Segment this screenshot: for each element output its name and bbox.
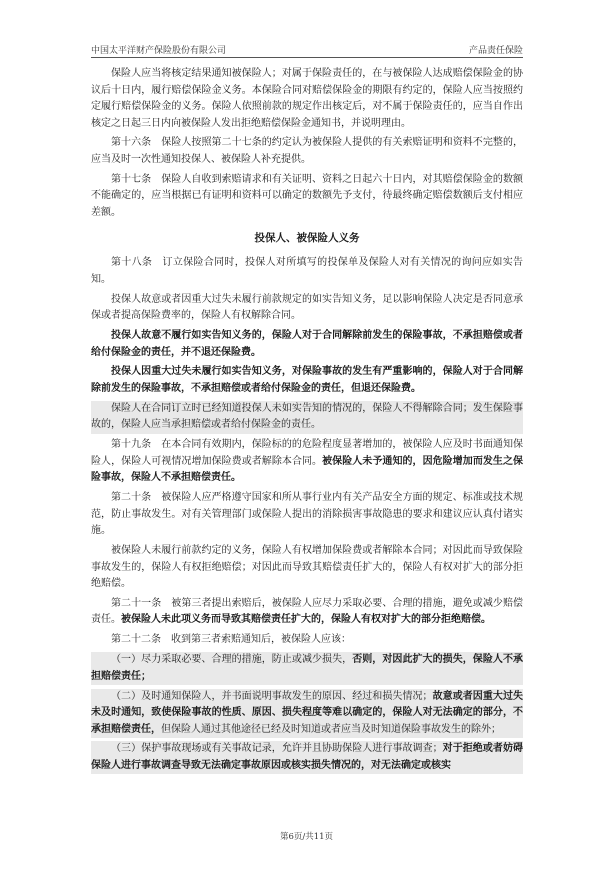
clause-paragraph [91,652,523,685]
clause-paragraph [91,437,523,487]
clause-text: 第二十一条 被第三者提出索赔后，被保险人应尽力采取必要、合理的措施，避免或减少赔偿责任。 [91,597,523,626]
clause-text: 第二十二条 收到第三者索赔通知后，被保险人应该： [111,634,351,646]
clause-paragraph [91,328,523,361]
bold-clause-text: 被保险人未予通知的，因危险增加而发生之保险事故，保险人不承担赔偿责任。 [91,455,524,484]
clause-text: 但保险人通过其他途径已经及时知道或者应当及时知道保险事故发生的除外； [161,723,501,735]
clause-text: （二）及时通知保险人，并书面说明事故发生的原因、经过和损失情况； [111,690,433,702]
bold-clause-text: 否则，对因此扩大的损失，保险人不承担赔偿责任； [91,654,524,682]
product-name: 产品责任保险 [468,46,523,56]
page-header [91,41,523,58]
page-number: 第6页/共11页 [279,832,334,842]
clause-paragraph [91,292,523,325]
document-body [91,66,523,778]
bold-clause-text: 故意或者因重大过失未及时通知，致使保险事故的性质、原因、损失程度等难以确定的，保险人对无法确定的部分，不承担赔偿责任， [91,690,524,735]
clause-text: 第十九条 在本合同有效期内，保险标的的危险程度显著增加的，被保险人应及时书面通知保险人，保险人可视情况增加保险费或者解除本合同。 [91,439,523,467]
clause-paragraph [91,741,523,774]
clause-paragraph [91,255,523,288]
clause-text: （一）尽力采取必要、合理的措施，防止或减少损失， [111,654,353,666]
clause-paragraph [91,401,523,434]
clause-text: 第二十条 被保险人应严格遵守国家和所从事行业内有关产品安全方面的规定、标准或技术规范，防止事故发生。对有关管理部门或保险人提出的消除损害事故隐患的要求和建议应认真付诸实施。 [91,492,523,537]
clause-text: 被保险人未履行前款约定的义务，保险人有权增加保险费或者解除本合同；对因此而导致保险事故发生的，保险人有权拒绝赔偿；对因此而导致其赔偿责任扩大的，保险人有权对扩大的部分拒绝赔偿。 [91,545,523,590]
claims-clauses [91,66,523,221]
clause-text: 保险人应当将核定结果通知被保险人；对属于保险责任的，在与被保险人达成赔偿保险金的协议后十日内，履行赔偿保险金义务。本保险合同对赔偿保险金的期限有约定的，保险人应当按照约定履行赔偿保险金的义务。保险人依照前款的规定作出核定后，对不属于保险责任的，应当自作出核定之日起三日内向被保险人发出拒绝赔偿保险金通知书，并说明理由。 [91,68,523,129]
clause-text: 保险人在合同订立时已经知道投保人未如实告知的情况的，保险人不得解除合同；发生保险事故的，保险人应当承担赔偿或者给付保险金的责任。 [91,402,523,431]
clause-paragraph [91,596,523,629]
clause-paragraph [91,66,523,132]
clause-text: 投保人故意或者因重大过失未履行前款规定的如实告知义务，足以影响保险人决定是否同意承保或者提高保险费率的，保险人有权解除合同。 [91,293,523,322]
clause-paragraph [91,172,523,222]
clause-paragraph [91,632,523,649]
clause-text: 第十八条 订立保险合同时，投保人对所填写的投保单及保险人对有关情况的询问应如实告知。 [91,257,523,285]
company-name: 中国太平洋财产保险股份有限公司 [91,46,227,56]
bold-clause-text: 被保险人未此项义务而导致其赔偿责任扩大的，保险人有权对扩大的部分拒绝赔偿。 [121,614,491,626]
bold-clause-text: 对于拒绝或者妨碍保险人进行事故调查导致无法确定事故原因或核实损失情况的，对无法确定或核实 [91,743,524,771]
clause-text: （三）保护事故现场或有关事故记录，允许并且协助保险人进行事故调查； [111,743,443,755]
bold-clause-text: 投保人故意不履行如实告知义务的，保险人对于合同解除前发生的保险事故，不承担赔偿或者给付保险金的责任，并不退还保险费。 [91,330,523,358]
clause-paragraph [91,135,523,168]
clause-text: 第十七条 保险人自收到索赔请求和有关证明、资料之日起六十日内，对其赔偿保险金的数额不能确定的，应当根据已有证明和资料可以确定的数额先予支付，待最终确定赔偿数额后支付相应差额。 [91,173,523,218]
clause-paragraph [91,490,523,540]
clause-paragraph [91,364,523,397]
clause-text: 第十六条 保险人按照第二十七条的约定认为被保险人提供的有关索赔证明和资料不完整的，应当及时一次性通知投保人、被保险人补充提供。 [91,137,523,165]
clause-paragraph [91,689,523,739]
section-title: 投保人、被保险人义务 [254,232,360,245]
bold-clause-text: 投保人因重大过失未履行如实告知义务，对保险事故的发生有严重影响的，保险人对于合同解除前发生的保险事故，不承担赔偿或者给付保险金的责任，但退还保险费。 [91,366,523,394]
obligations-clauses [91,255,523,774]
clause-paragraph [91,543,523,593]
